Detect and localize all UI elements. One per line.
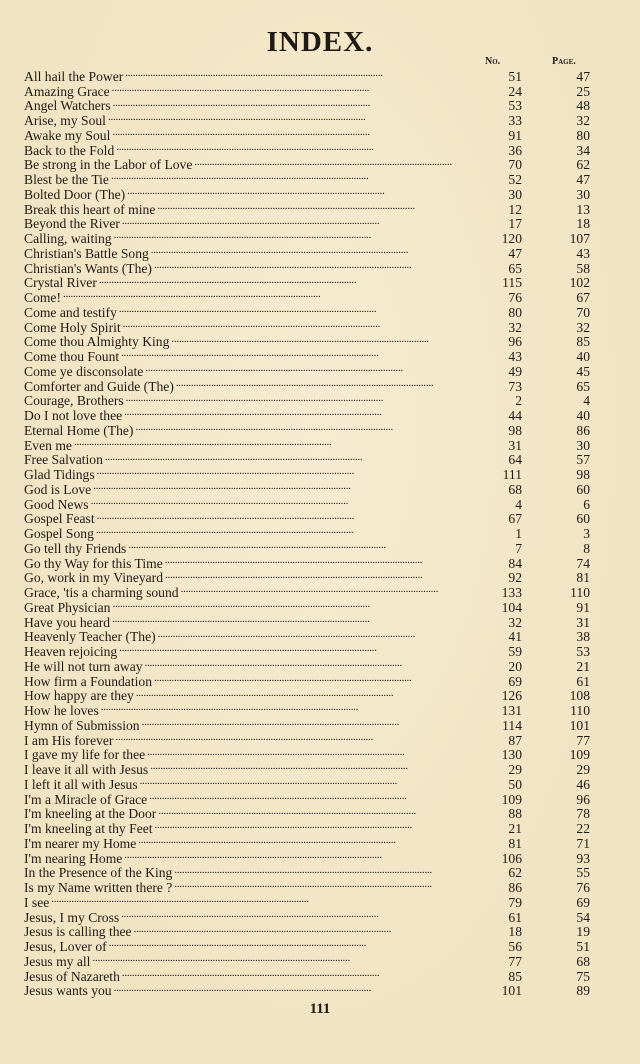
entry-number: 41: [508, 629, 522, 645]
entry-title: Amazing Grace: [24, 83, 110, 99]
dot-leader: [126, 391, 484, 406]
entry-page: 3: [583, 526, 590, 541]
dot-leader: [125, 66, 484, 81]
dot-leader: [158, 627, 484, 642]
entry-number: 85: [508, 968, 522, 984]
dot-leader: [181, 582, 484, 597]
entry-number: 120: [501, 231, 522, 246]
entry-title: Good News: [24, 496, 89, 512]
entry-number: 79: [508, 894, 522, 910]
entry-title: Angel Watchers: [24, 98, 111, 114]
entry-title: Calling, waiting: [24, 231, 112, 246]
dot-leader: [174, 863, 484, 878]
entry-page: 25: [576, 83, 590, 99]
dot-leader: [97, 509, 484, 524]
entry-title: Christian's Battle Song: [24, 245, 149, 261]
entry-page: 60: [576, 511, 590, 527]
entry-page: 21: [576, 658, 590, 674]
entry-page: 58: [576, 260, 590, 276]
entry-title: Come and testify: [24, 304, 117, 320]
dot-leader: [122, 966, 484, 981]
entry-number: 21: [508, 821, 522, 836]
entry-page: 86: [576, 422, 590, 438]
entry-number: 32: [508, 614, 522, 630]
entry-title: Free Salvation: [24, 452, 103, 468]
entry-page: 51: [576, 939, 590, 954]
entry-page: 19: [576, 924, 590, 940]
entry-page: 38: [576, 629, 590, 645]
entry-title: Gospel Feast: [24, 511, 95, 527]
dot-leader: [74, 435, 484, 450]
entry-title: I'm nearer my Home: [24, 835, 137, 851]
dot-leader: [145, 656, 484, 671]
entry-number: 52: [508, 172, 522, 187]
entry-title: Go thy Way for this Time: [24, 555, 163, 571]
entry-title: Beyond the River: [24, 216, 120, 232]
dot-leader: [101, 700, 484, 715]
entry-title: I leave it all with Jesus: [24, 762, 149, 777]
entry-number: 106: [501, 850, 522, 866]
entry-page: 109: [569, 747, 590, 763]
entry-title: Even me: [24, 437, 72, 453]
entry-page: 47: [576, 172, 590, 187]
entry-title: Jesus is calling thee: [24, 924, 132, 940]
entry-number: 20: [508, 658, 522, 674]
entry-title: I'm nearing Home: [24, 850, 123, 866]
entry-number: 61: [508, 909, 522, 925]
entry-title: How firm a Foundation: [24, 673, 152, 689]
entry-page: 30: [576, 437, 590, 453]
dot-leader: [112, 125, 484, 140]
entry-number: 98: [508, 422, 522, 438]
entry-number: 91: [508, 127, 522, 143]
entry-number: 109: [501, 791, 522, 807]
entry-number: 76: [508, 290, 522, 305]
entry-page: 62: [576, 157, 590, 173]
dot-leader: [113, 96, 484, 111]
entry-number: 62: [508, 865, 522, 881]
entry-title: I gave my life for thee: [24, 747, 146, 763]
dot-leader: [194, 155, 484, 170]
entry-page: 98: [576, 467, 590, 482]
dot-leader: [176, 376, 484, 391]
index-entry: [24, 597, 590, 615]
entry-number: 24: [508, 83, 522, 99]
entry-number: 68: [508, 481, 522, 497]
entry-title: Heaven rejoicing: [24, 644, 118, 659]
entry-title: Heavenly Teacher (The): [24, 629, 156, 645]
entry-title: Come!: [24, 290, 61, 305]
entry-number: 47: [508, 245, 522, 261]
entry-number: 1: [515, 526, 522, 541]
dot-leader: [165, 553, 484, 568]
entry-title: Gospel Song: [24, 526, 94, 541]
entry-number: 56: [508, 939, 522, 954]
entry-number: 73: [508, 378, 522, 394]
entry-number: 101: [501, 983, 522, 999]
entry-title: I'm kneeling at the Door: [24, 806, 157, 822]
entry-number: 87: [508, 732, 522, 748]
entry-title: All hail the Power: [24, 68, 124, 84]
entry-page: 81: [576, 570, 590, 586]
entry-page: 102: [569, 275, 590, 291]
entry-number: 69: [508, 673, 522, 689]
entry-number: 65: [508, 260, 522, 276]
entry-page: 46: [576, 776, 590, 792]
entry-number: 86: [508, 880, 522, 895]
entry-title: I see: [24, 894, 50, 910]
entry-number: 18: [508, 924, 522, 940]
entry-page: 96: [576, 791, 590, 807]
entry-page: 31: [576, 614, 590, 630]
entry-title: How happy are they: [24, 688, 134, 704]
entry-page: 29: [576, 762, 590, 777]
entry-title: He will not turn away: [24, 658, 143, 674]
entry-number: 29: [508, 762, 522, 777]
entry-title: Bolted Door (The): [24, 186, 126, 202]
dot-leader: [92, 951, 484, 966]
entry-number: 126: [501, 688, 522, 704]
entry-page: 78: [576, 806, 590, 822]
entry-title: Arise, my Soul: [24, 113, 106, 128]
entry-page: 48: [576, 98, 590, 114]
entry-number: 88: [508, 806, 522, 822]
dot-leader: [138, 833, 484, 848]
dot-leader: [119, 302, 484, 317]
entry-title: Break this heart of mine: [24, 201, 156, 217]
entry-page: 60: [576, 481, 590, 497]
entry-title: Awake my Soul: [24, 127, 111, 143]
entry-page: 54: [576, 909, 590, 925]
entry-number: 7: [515, 540, 522, 556]
entry-page: 30: [576, 186, 590, 202]
entry-title: Jesus, Lover of: [24, 939, 107, 954]
entry-page: 110: [570, 703, 590, 718]
dot-leader: [121, 907, 484, 922]
dot-leader: [145, 361, 484, 376]
entry-page: 43: [576, 245, 590, 261]
entry-title: Come ye disconsolate: [24, 363, 144, 379]
entry-number: 111: [502, 467, 522, 482]
entry-title: Glad Tidings: [24, 467, 95, 482]
index-entry: [24, 228, 590, 246]
entry-page: 6: [583, 496, 590, 512]
page-title: INDEX.: [266, 26, 374, 58]
dot-leader: [112, 612, 484, 627]
entry-page: 22: [576, 821, 590, 836]
entry-title: Come thou Almighty King: [24, 334, 170, 350]
entry-title: I am His forever: [24, 732, 114, 748]
entry-page: 71: [576, 835, 590, 851]
entry-page: 108: [569, 688, 590, 704]
entry-number: 92: [508, 570, 522, 586]
entry-number: 31: [508, 437, 522, 453]
entry-title: Blest be the Tie: [24, 172, 109, 187]
entry-number: 33: [508, 113, 522, 128]
entry-page: 101: [569, 717, 590, 733]
dot-leader: [158, 804, 484, 819]
entry-page: 53: [576, 644, 590, 659]
entry-page: 89: [576, 983, 590, 999]
entry-title: Come thou Fount: [24, 349, 120, 364]
entry-number: 36: [508, 142, 522, 158]
entry-number: 96: [508, 334, 522, 350]
entry-number: 4: [515, 496, 522, 512]
index-entry: [24, 686, 590, 704]
entry-page: 55: [576, 865, 590, 881]
entry-title: Grace, 'tis a charming sound: [24, 585, 179, 600]
entry-page: 67: [576, 290, 590, 305]
entry-number: 131: [501, 703, 522, 718]
entry-page: 8: [583, 540, 590, 556]
entry-number: 59: [508, 644, 522, 659]
page-number: 111: [309, 1001, 331, 1017]
dot-leader: [121, 346, 484, 361]
entry-page: 13: [576, 201, 590, 217]
entry-page: 110: [570, 585, 590, 600]
entry-page: 93: [576, 850, 590, 866]
dot-leader: [151, 243, 484, 258]
entry-title: I left it all with Jesus: [24, 776, 138, 792]
entry-number: 114: [502, 717, 522, 733]
dot-leader: [171, 332, 484, 347]
dot-leader: [93, 479, 484, 494]
dot-leader: [142, 715, 484, 730]
entry-title: Eternal Home (The): [24, 422, 134, 438]
index-entry: [24, 981, 590, 999]
dot-leader: [108, 110, 484, 125]
entry-number: 30: [508, 186, 522, 202]
entry-number: 49: [508, 363, 522, 379]
dot-leader: [154, 671, 484, 686]
dot-leader: [136, 686, 484, 701]
index-list: [24, 66, 590, 999]
entry-title: Is my Name written there ?: [24, 880, 173, 895]
entry-title: Jesus wants you: [24, 983, 112, 999]
entry-title: Jesus, I my Cross: [24, 909, 120, 925]
entry-page: 18: [576, 216, 590, 232]
entry-page: 32: [576, 319, 590, 335]
entry-number: 84: [508, 555, 522, 571]
dot-leader: [97, 464, 484, 479]
entry-title: Crystal River: [24, 275, 97, 291]
dot-leader: [111, 169, 484, 184]
entry-page: 85: [576, 334, 590, 350]
entry-page: 34: [576, 142, 590, 158]
dot-leader: [123, 317, 484, 332]
entry-number: 77: [508, 953, 522, 969]
entry-page: 40: [576, 349, 590, 364]
entry-title: Hymn of Submission: [24, 717, 140, 733]
dot-leader: [157, 199, 484, 214]
entry-number: 51: [508, 68, 522, 84]
entry-page: 70: [576, 304, 590, 320]
entry-page: 45: [576, 363, 590, 379]
dot-leader: [140, 774, 484, 789]
entry-number: 67: [508, 511, 522, 527]
dot-leader: [112, 597, 484, 612]
dot-leader: [96, 523, 484, 538]
entry-title: How he loves: [24, 703, 99, 718]
entry-page: 40: [576, 408, 590, 423]
entry-number: 133: [501, 585, 522, 600]
entry-page: 4: [583, 393, 590, 409]
entry-title: Have you heard: [24, 614, 111, 630]
dot-leader: [174, 877, 484, 892]
entry-page: 91: [576, 599, 590, 615]
dot-leader: [134, 922, 484, 937]
entry-number: 17: [508, 216, 522, 232]
dot-leader: [124, 848, 484, 863]
entry-number: 104: [501, 599, 522, 615]
dot-leader: [109, 936, 484, 951]
dot-leader: [127, 184, 484, 199]
dot-leader: [105, 450, 484, 465]
entry-title: Back to the Fold: [24, 142, 115, 158]
dot-leader: [135, 420, 484, 435]
index-entry: [24, 464, 590, 482]
entry-title: Jesus my all: [24, 953, 91, 969]
entry-title: Courage, Brothers: [24, 393, 124, 409]
dot-leader: [128, 538, 484, 553]
entry-title: Go tell thy Friends: [24, 540, 127, 556]
dot-leader: [124, 405, 484, 420]
entry-page: 32: [576, 113, 590, 128]
entry-page: 61: [576, 673, 590, 689]
entry-page: 75: [576, 968, 590, 984]
entry-title: Jesus of Nazareth: [24, 968, 120, 984]
index-entry: [24, 700, 590, 718]
entry-title: God is Love: [24, 481, 92, 497]
entry-title: Great Physician: [24, 599, 111, 615]
entry-page: 69: [576, 894, 590, 910]
dot-leader: [150, 759, 484, 774]
column-header-page: Page.: [552, 56, 576, 67]
dot-leader: [147, 745, 484, 760]
index-entry: [24, 715, 590, 733]
entry-page: 47: [576, 68, 590, 84]
entry-page: 107: [569, 231, 590, 246]
dot-leader: [119, 641, 484, 656]
entry-number: 81: [508, 835, 522, 851]
entry-page: 68: [576, 953, 590, 969]
entry-title: Come Holy Spirit: [24, 319, 121, 335]
entry-number: 53: [508, 98, 522, 114]
entry-page: 77: [576, 732, 590, 748]
entry-title: Comforter and Guide (The): [24, 378, 174, 394]
entry-title: Christian's Wants (The): [24, 260, 152, 276]
entry-page: 65: [576, 378, 590, 394]
entry-title: Go, work in my Vineyard: [24, 570, 164, 586]
dot-leader: [99, 273, 484, 288]
dot-leader: [114, 981, 484, 996]
entry-title: I'm a Miracle of Grace: [24, 791, 148, 807]
entry-title: In the Presence of the King: [24, 865, 173, 881]
index-entry: [24, 582, 590, 600]
dot-leader: [51, 892, 484, 907]
entry-title: I'm kneeling at thy Feet: [24, 821, 153, 836]
entry-number: 70: [508, 157, 522, 173]
dot-leader: [91, 494, 484, 509]
dot-leader: [149, 789, 484, 804]
dot-leader: [165, 568, 484, 583]
dot-leader: [115, 730, 484, 745]
entry-page: 80: [576, 127, 590, 143]
entry-page: 74: [576, 555, 590, 571]
entry-number: 130: [501, 747, 522, 763]
entry-number: 12: [508, 201, 522, 217]
dot-leader: [155, 818, 484, 833]
entry-number: 115: [502, 275, 522, 291]
entry-page: 57: [576, 452, 590, 468]
entry-number: 80: [508, 304, 522, 320]
entry-number: 44: [508, 408, 522, 423]
dot-leader: [114, 228, 484, 243]
dot-leader: [63, 287, 484, 302]
dot-leader: [122, 214, 484, 229]
entry-number: 32: [508, 319, 522, 335]
entry-number: 2: [515, 393, 522, 409]
index-entry: [24, 273, 590, 291]
entry-title: Do I not love thee: [24, 408, 123, 423]
entry-number: 64: [508, 452, 522, 468]
entry-title: Be strong in the Labor of Love: [24, 157, 193, 173]
index-entry: [24, 66, 590, 84]
dot-leader: [154, 258, 484, 273]
dot-leader: [112, 81, 484, 96]
entry-number: 43: [508, 349, 522, 364]
index-entry: [24, 745, 590, 763]
dot-leader: [116, 140, 484, 155]
column-header-number: No.: [485, 56, 501, 67]
entry-page: 76: [576, 880, 590, 895]
entry-number: 50: [508, 776, 522, 792]
